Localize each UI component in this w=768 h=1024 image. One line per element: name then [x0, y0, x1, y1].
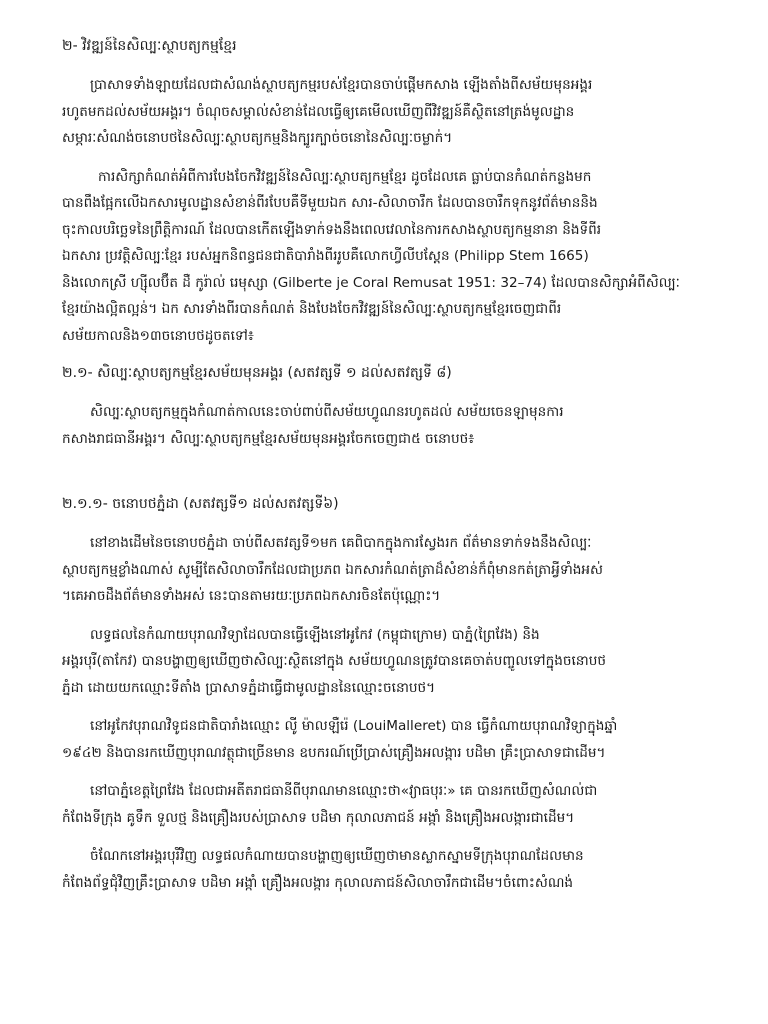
- text-line: អង្គរបុរី(តាកែវ) បានបង្ហាញឲ្យឃើញថាសិល្បៈស្ថិតនៅក្នុង សម័យហ្វូណនត្រូវបានគេចាត់បញ្ចូលទៅក្នុងចនោបថ: [62, 653, 606, 669]
- text-line: កសាងរាជធានីអង្គរ។ សិល្បៈស្ថាបត្យកម្មខ្មែរសម័យមុនអង្គរចែកចេញជា៥ ចនោបថ៖: [62, 430, 475, 447]
- pre-angkor-paragraph: [62, 399, 714, 452]
- section-heading-evolution: ២- វិវឌ្ឍន៍នៃសិល្បៈស្ថាបត្យកម្មខ្មែរ: [62, 38, 237, 54]
- phnom-da-paragraph-3: [62, 713, 714, 766]
- text-line: ឯកសារ ប្រវត្តិសិល្បៈខ្មែរ របស់អ្នកនិពន្ធជនជាតិបារាំងពីររូបគឺលោកហ្វីលីបស្តែន (Philipp Stem 1665): [62, 248, 589, 264]
- text-line: ស្ថាបត្យកម្មខ្លាំងណាស់ សូម្បីតែសិលាចារឹកដែលជាប្រភព ឯកសារកំណត់ត្រាដ៏សំខាន់ក៏ពុំមានកត់ត្រាអ្វីទាំងអស់: [62, 561, 603, 578]
- text-line: ប្រាសាទទាំងឡាយដែលជាសំណង់ស្ថាបត្យកម្មរបស់ខ្មែរបានចាប់ផ្ដើមកសាង ឡើងតាំងពីសម័យមុនអង្គរ: [90, 77, 593, 93]
- spacer: [62, 464, 714, 492]
- phnom-da-paragraph-2: [62, 622, 714, 702]
- text-line: សម័យកាលនិង១៣ចនោបថដូចតទៅ៖: [62, 327, 254, 344]
- text-line: សិល្បៈស្ថាបត្យកម្មក្នុងកំណាត់កាលនេះចាប់ពាប់ពីសម័យហ្វូណនរហូតដល់ សម័យចេនឡាមុនការ: [90, 404, 564, 420]
- text-line: ។គេអាចដឹងព័ត៌មានទាំងអស់ នេះបានតាមរយៈប្រភពឯកសារចិនតែប៉ុណ្ណោះ។: [62, 588, 441, 604]
- text-line: ចុះកាលបរិច្ឆេទនៃព្រឹត្តិការណ៍ ដែលបានកើតឡើងទាក់ទងនឹងពេលវេលានៃការកសាងស្ថាបត្យកម្មនានា និងទីពីរ: [62, 221, 602, 238]
- text-line: នៅអូកែវបុរាណវិទូជនជាតិបារាំងឈ្មោះ លូី ម៉ាលឡឺរ៉េ (LouiMalleret) បាន ធ្វើកំណាយបុរាណវិទ្យាក្នុងឆ្នាំ: [90, 718, 618, 734]
- section-heading-phnom-da: ២.១.១- ចនោបថភ្នំដា (សតវត្សទី១ ដល់សតវត្សទី៦): [62, 496, 339, 512]
- text-line: កំពែងព័ទ្ធជុំវិញគ្រឹះប្រាសាទ បដិមា អង្កាំ គ្រឿងអលង្ការ កុលាលភាជន៍សិលាចារឹកជាដើម។ចំពោះសំណង់: [62, 874, 574, 891]
- text-line: កំពែងទីក្រុង គូទឹក ទួលថ្ម និងគ្រឿងរបស់ប្រាសាទ បដិមា កុលាលភាជន៍ អង្កាំ និងគ្រឿងអលង្ការជាដើម។: [62, 809, 575, 826]
- section-heading-pre-angkor: ២.១- សិល្បៈស្ថាបត្យកម្មខ្មែរសម័យមុនអង្គរ (សតវត្សទី ១ ដល់សតវត្សទី ៨): [62, 365, 452, 381]
- phnom-da-paragraph-1: [62, 530, 714, 610]
- text-line: នៅខាងដើមនៃចនោបថភ្នំដា ចាប់ពីសតវត្សទី១មក គេពិបាកក្នុងការស្វែងរក ព័ត៌មានទាក់ទងនឹងសិល្បៈ: [90, 535, 592, 551]
- research-paragraph: [62, 164, 714, 350]
- text-line: រហូតមកដល់សម័យអង្គរ។ ចំណុចសម្គាល់សំខាន់ដែលធ្វើឲ្យគេមើលឃើញពីវិវឌ្ឍន៍គឺស្ថិតនៅត្រង់មូលដ្ឋាន: [62, 103, 575, 120]
- text-line: ភ្នំដា ដោយយកឈ្មោះទីតាំង ប្រាសាទភ្នំដាធ្វើជាមូលដ្ឋាននៃឈ្មោះចនោបថ។: [62, 679, 436, 696]
- text-line: ចំណែកនៅអង្គរបុរីវិញ លទ្ធផលកំណាយបានបង្ហាញឲ្យឃើញថាមានស្លាកស្នាមទីក្រុងបុរាណដែលមាន: [90, 848, 584, 864]
- text-line: បានពឹងផ្អែកលើឯកសារមូលដ្ឋានសំខាន់ពីរបែបគឺទីមួយឯក សារ-សិលាចារឹក ដែលបានចារឹកទុកនូវព័ត៌មាននិង: [62, 195, 598, 211]
- text-line: ការសិក្សាកំណត់អំពីការបែងចែកវិវឌ្ឍន៍នៃសិល្បៈស្ថាបត្យកម្មខ្មែរ ដូចដែលគេ ធ្លាប់បានកំណត់កន្លងមក: [98, 168, 592, 185]
- phnom-da-paragraph-5: [62, 843, 714, 896]
- intro-paragraph: [62, 72, 714, 152]
- text-line: លទ្ធផលនៃកំណាយបុរាណវិទ្យាដែលបានធ្វើឡើងនៅអូកែវ (កម្ពុជាក្រោម) បាភ្នំ(ព្រៃវែង) និង: [90, 626, 540, 643]
- text-line: និងលោកស្រី ហ្ស៊ីលប៊ឺត ដឺ កូរ៉ាល់ រេមុស្សា (Gilberte je Coral Remusat 1951: 32–74) ដែលបានសិក្សាអំពីសិល្បៈ: [62, 274, 680, 291]
- text-line: ខ្មែរយ៉ាងល្អិតល្អន់។ ឯក សារទាំងពីរបានកំណត់ និងបែងចែកវិវឌ្ឍន៍នៃសិល្បៈស្ថាបត្យកម្មខ្មែរចេញជាពីរ: [62, 301, 562, 317]
- phnom-da-paragraph-4: [62, 778, 714, 831]
- text-line: សម្ភារៈសំណង់ចនោបថនៃសិល្បៈស្ថាបត្យកម្មនិងក្បូរក្បាច់ចនោនៃសិល្បៈចម្លាក់។: [62, 130, 453, 146]
- text-line: នៅបាភ្នំខេត្តព្រៃវែង ដែលជាអតីតរាជធានីពីបុរាណមានឈ្មោះថា«វ្យាធបុរៈ» គេ បានរកឃើញសំណល់ជា: [90, 783, 598, 799]
- text-line: ១៩៤២ និងបានរកឃើញបុរាណវត្ថុជាច្រើនមាន ឧបករណ៍ប្រើប្រាស់គ្រឿងអលង្ការ បដិមា គ្រឹះប្រាសាទជាដើម។: [62, 744, 606, 761]
